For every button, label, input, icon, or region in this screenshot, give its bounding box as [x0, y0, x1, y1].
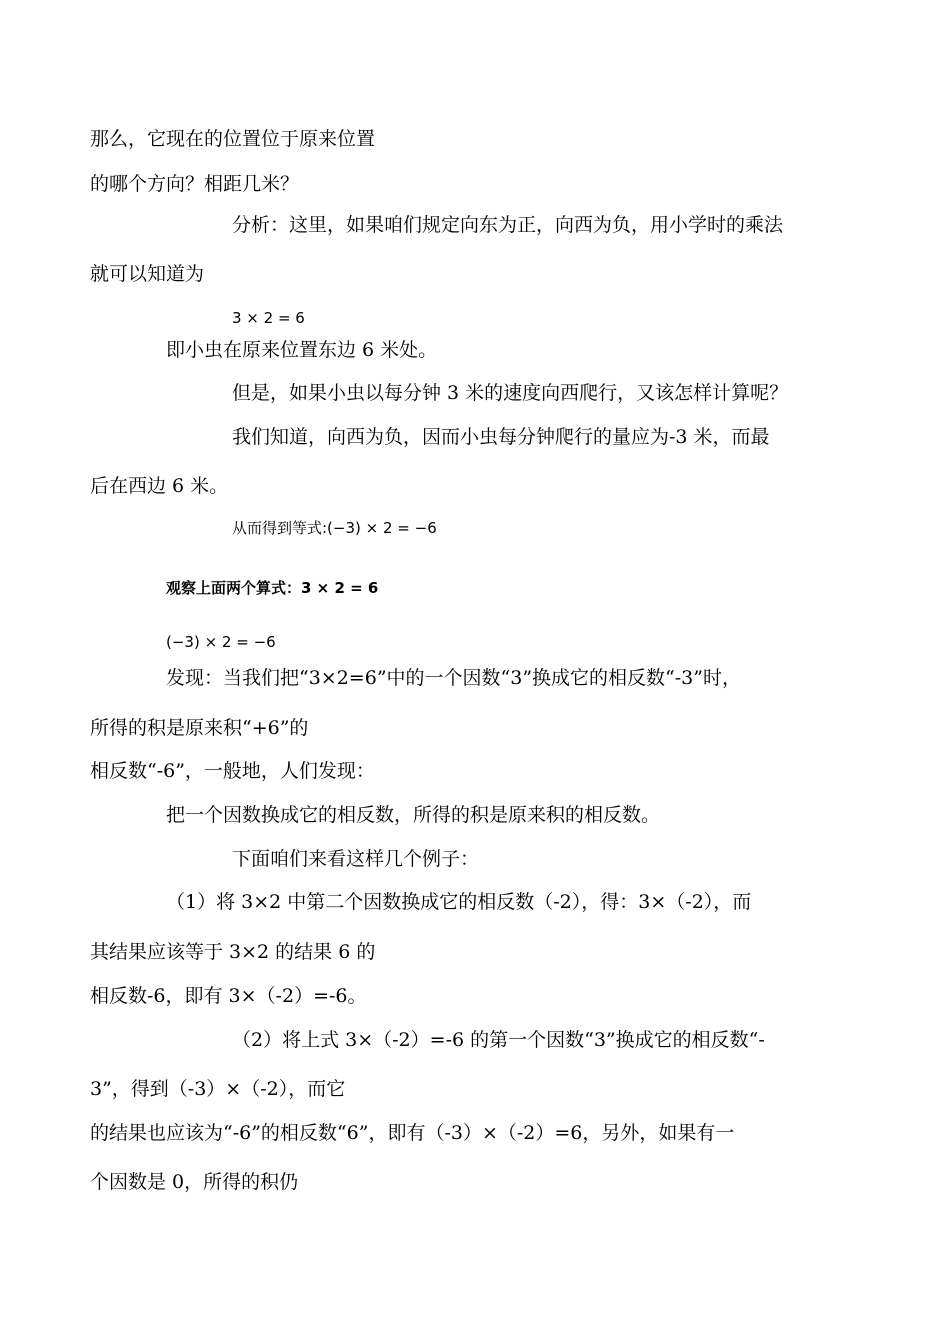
text-line: （2）将上式 3×（-2）=-6 的第一个因数“3”换成它的相反数“-: [232, 1029, 765, 1051]
text-line: 的哪个方向？相距几米？: [90, 173, 300, 195]
text-line: 的结果也应该为“-6”的相反数“6”，即有（-3）×（-2）=6，另外，如果有一: [90, 1122, 735, 1144]
text-line: （1）将 3×2 中第二个因数换成它的相反数（-2），得：3×（-2），而: [166, 891, 752, 913]
text-line: 那么，它现在的位置位于原来位置: [90, 128, 376, 150]
formula-line: 观察上面两个算式：3 × 2 = 6: [166, 579, 379, 597]
formula-line: (−3) × 2 = −6: [166, 633, 276, 651]
text-line: 发现：当我们把“3×2=6”中的一个因数“3”换成它的相反数“-3”时，: [166, 667, 741, 689]
text-line: 把一个因数换成它的相反数，所得的积是原来积的相反数。: [166, 804, 661, 826]
text-line: 我们知道，向西为负，因而小虫每分钟爬行的量应为-3 米，而最: [232, 426, 770, 448]
text-line: 即小虫在原来位置东边 6 米处。: [166, 339, 438, 361]
text-line: 分析：这里，如果咱们规定向东为正，向西为负，用小学时的乘法: [232, 214, 784, 236]
text-line: 相反数“-6”，一般地，人们发现：: [90, 760, 375, 782]
text-line: 但是，如果小虫以每分钟 3 米的速度向西爬行，又该怎样计算呢？: [232, 382, 789, 404]
text-line: 3”，得到（-3）×（-2），而它: [90, 1078, 346, 1100]
text-line: 个因数是 0，所得的积仍: [90, 1171, 299, 1193]
formula-line: 3 × 2 = 6: [232, 309, 305, 327]
text-line: 就可以知道为: [90, 263, 205, 285]
text-line: 相反数-6，即有 3×（-2）=-6。: [90, 985, 367, 1007]
text-line: 所得的积是原来积“+6”的: [90, 717, 309, 739]
text-line: 下面咱们来看这样几个例子：: [232, 848, 480, 870]
text-line: 后在西边 6 米。: [90, 475, 229, 497]
formula-line: 从而得到等式:(−3) × 2 = −6: [232, 519, 437, 537]
text-line: 其结果应该等于 3×2 的结果 6 的: [90, 941, 376, 963]
